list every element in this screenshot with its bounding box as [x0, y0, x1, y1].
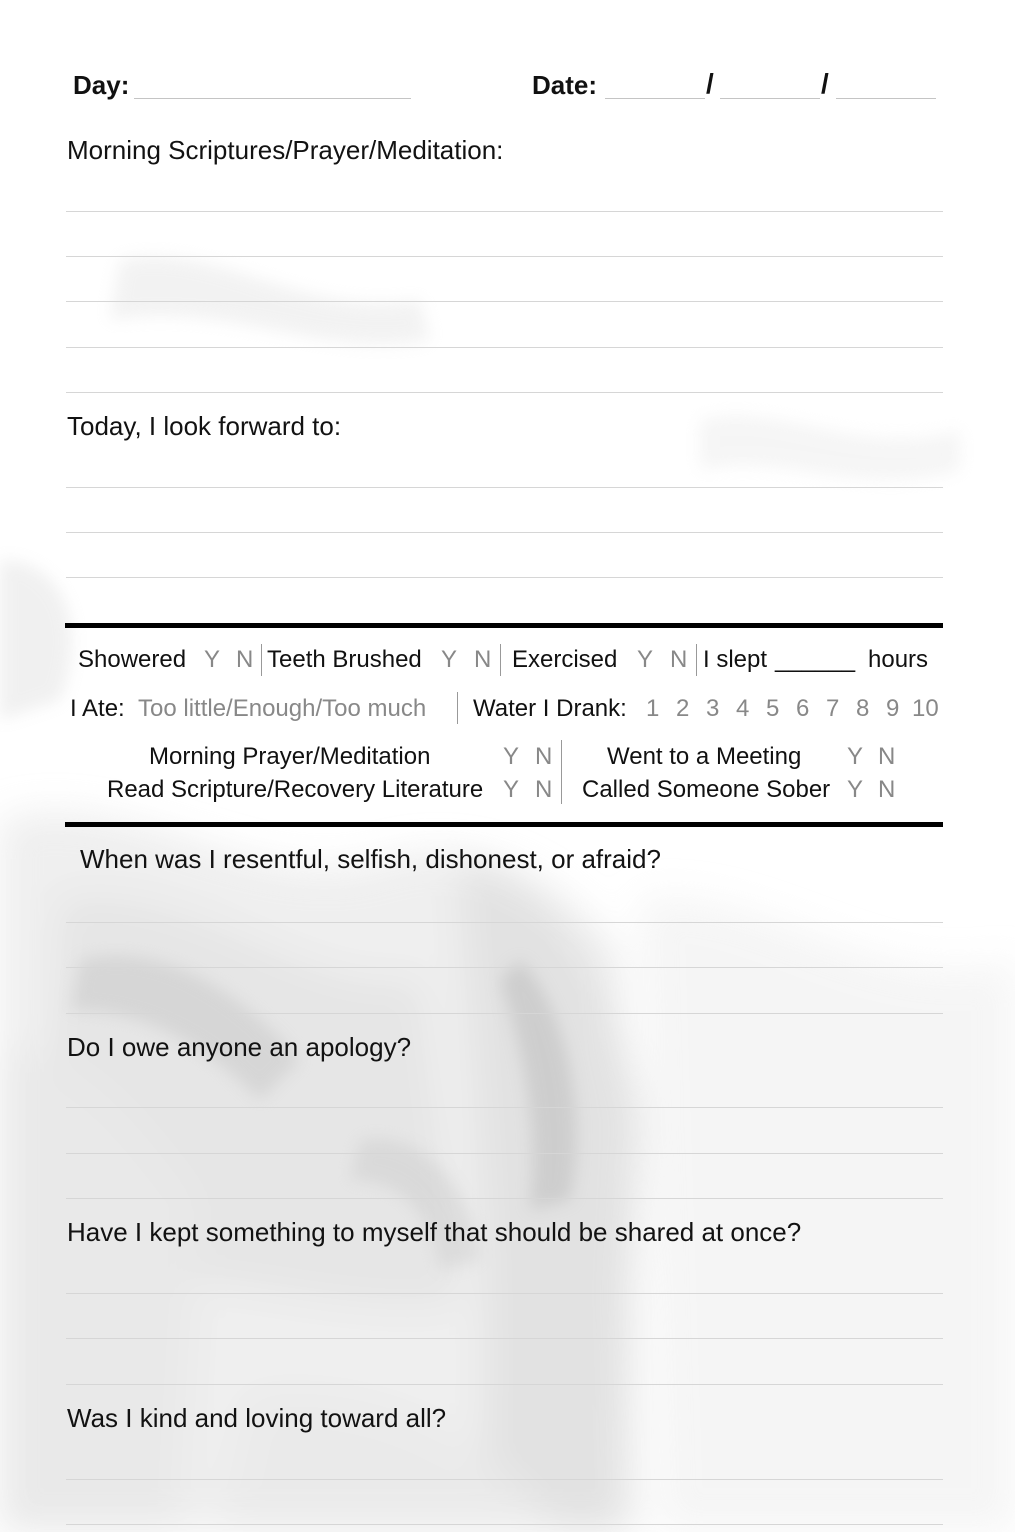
prayer-label: Morning Prayer/Meditation — [149, 743, 431, 770]
teeth-no[interactable]: N — [474, 646, 492, 673]
resentful-prompt: When was I resentful, selfish, dishonest, or afraid? — [80, 844, 661, 874]
date-month-blank[interactable] — [605, 98, 705, 99]
writing-line[interactable] — [66, 301, 943, 302]
water-label: Water I Drank: — [473, 695, 627, 722]
writing-line[interactable] — [66, 1198, 943, 1199]
morning-prompt: Morning Scriptures/Prayer/Meditation: — [67, 135, 504, 165]
checklist-top-rule — [65, 623, 943, 628]
writing-line[interactable] — [66, 1013, 943, 1014]
showered-yes[interactable]: Y — [204, 646, 221, 673]
divider — [457, 692, 458, 724]
divider — [696, 644, 697, 676]
writing-line[interactable] — [66, 1338, 943, 1339]
meeting-label: Went to a Meeting — [607, 743, 802, 770]
forward-prompt: Today, I look forward to: — [67, 411, 342, 441]
water-option-4[interactable]: 4 — [736, 695, 750, 722]
called-label: Called Someone Sober — [582, 776, 831, 803]
water-option-7[interactable]: 7 — [826, 695, 840, 722]
divider — [500, 644, 501, 676]
date-separator: / — [821, 68, 829, 99]
water-option-1[interactable]: 1 — [646, 695, 660, 722]
date-separator: / — [706, 68, 714, 99]
slept-hours-blank[interactable]: ______ — [775, 646, 856, 673]
writing-line[interactable] — [66, 1293, 943, 1294]
water-option-6[interactable]: 6 — [796, 695, 810, 722]
date-day-blank[interactable] — [720, 98, 820, 99]
prayer-yes[interactable]: Y — [503, 743, 520, 770]
prayer-no[interactable]: N — [535, 743, 553, 770]
ate-options[interactable]: Too little/Enough/Too much — [138, 695, 427, 722]
called-no[interactable]: N — [878, 776, 896, 803]
divider — [261, 644, 262, 676]
writing-line[interactable] — [66, 532, 943, 533]
apology-prompt: Do I owe anyone an apology? — [67, 1032, 412, 1062]
scripture-yes[interactable]: Y — [503, 776, 520, 803]
checklist-bottom-rule — [65, 822, 943, 827]
exercised-yes[interactable]: Y — [637, 646, 654, 673]
kept-prompt: Have I kept something to myself that should be shared at once? — [67, 1217, 802, 1247]
writing-line[interactable] — [66, 1384, 943, 1385]
water-option-8[interactable]: 8 — [856, 695, 870, 722]
kind-prompt: Was I kind and loving toward all? — [67, 1403, 447, 1433]
slept-label: I slept — [703, 646, 768, 673]
teeth-yes[interactable]: Y — [441, 646, 458, 673]
scripture-label: Read Scripture/Recovery Literature — [107, 776, 484, 803]
meeting-no[interactable]: N — [878, 743, 896, 770]
writing-line[interactable] — [66, 1107, 943, 1108]
writing-line[interactable] — [66, 347, 943, 348]
scripture-no[interactable]: N — [535, 776, 553, 803]
writing-line[interactable] — [66, 922, 943, 923]
water-option-10[interactable]: 10 — [912, 695, 939, 722]
writing-line[interactable] — [66, 487, 943, 488]
day-label: Day: — [73, 70, 130, 100]
date-label: Date: — [532, 70, 598, 100]
writing-line[interactable] — [66, 256, 943, 257]
exercised-label: Exercised — [512, 646, 618, 673]
showered-no[interactable]: N — [236, 646, 254, 673]
divider — [561, 740, 562, 804]
writing-line[interactable] — [66, 1479, 943, 1480]
day-blank[interactable] — [134, 98, 411, 99]
meeting-yes[interactable]: Y — [847, 743, 864, 770]
water-option-5[interactable]: 5 — [766, 695, 780, 722]
writing-line[interactable] — [66, 967, 943, 968]
showered-label: Showered — [78, 646, 187, 673]
ate-label: I Ate: — [70, 695, 125, 722]
water-option-3[interactable]: 3 — [706, 695, 720, 722]
writing-line[interactable] — [66, 577, 943, 578]
writing-line[interactable] — [66, 211, 943, 212]
water-option-2[interactable]: 2 — [676, 695, 690, 722]
teeth-label: Teeth Brushed — [267, 646, 422, 673]
exercised-no[interactable]: N — [670, 646, 688, 673]
writing-line[interactable] — [66, 1524, 943, 1525]
water-option-9[interactable]: 9 — [886, 695, 900, 722]
slept-hours-label: hours — [868, 646, 929, 673]
called-yes[interactable]: Y — [847, 776, 864, 803]
date-year-blank[interactable] — [836, 98, 936, 99]
writing-line[interactable] — [66, 392, 943, 393]
writing-line[interactable] — [66, 1153, 943, 1154]
